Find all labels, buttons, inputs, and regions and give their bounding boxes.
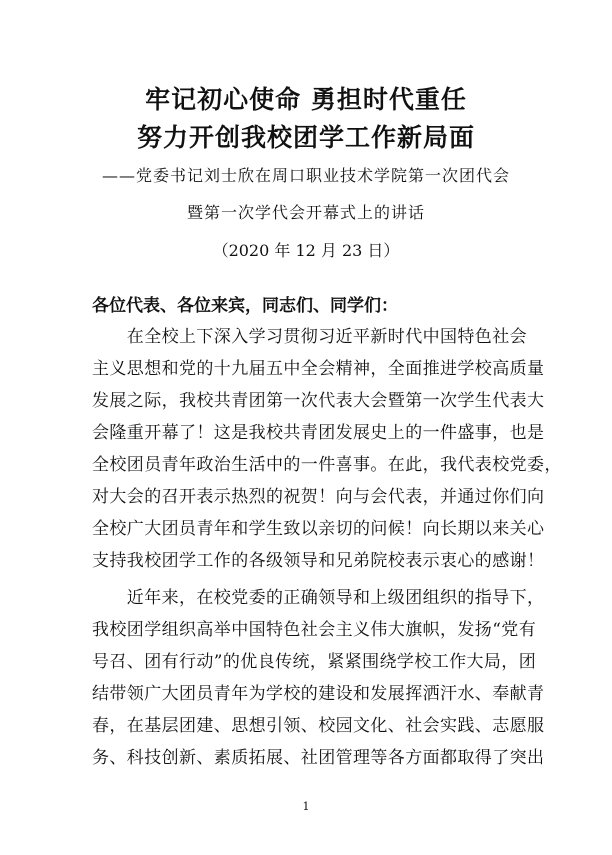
body-line: 结带领广大团员青年为学校的建设和发展挥洒汗水、奉献青 (92, 684, 545, 704)
page-number: 1 (302, 800, 310, 813)
salutation: 各位代表、各位来宾，同志们、同学们： (92, 296, 398, 316)
body-line: 号召、团有行动”的优良传统，紧紧围绕学校工作大局，团 (92, 652, 537, 672)
body-line: 全校团员青年政治生活中的一件喜事。在此，我代表校党委， (92, 455, 562, 475)
speech-date: （2020 年 12 月 23 日） (212, 241, 400, 260)
body-line: 在全校上下深入学习贯彻习近平新时代中国特色社会 (92, 327, 527, 347)
body-line: 全校广大团员青年和学生致以亲切的问候！向长期以来关心 (92, 519, 545, 539)
body-line: 发展之际，我校共青团第一次代表大会暨第一次学生代表大 (92, 391, 545, 411)
body-line: 我校团学组织高举中国特色社会主义伟大旗帜，发扬“党有 (92, 620, 537, 640)
body-line: 务、科技创新、素质拓展、社团管理等各方面都取得了突出 (92, 748, 545, 768)
body-line: 对大会的召开表示热烈的祝贺！向与会代表，并通过你们向 (92, 487, 545, 507)
body-line: 支持我校团学工作的各级领导和兄弟院校表示衷心的感谢！ (92, 551, 545, 571)
body-line: 会隆重开幕了！这是我校共青团发展史上的一件盛事，也是 (92, 423, 545, 443)
subtitle-line-1: ——党委书记刘士欣在周口职业技术学院第一次团代会 (101, 166, 510, 185)
body-line: 主义思想和党的十九届五中全会精神，全面推进学校高质量 (92, 359, 545, 379)
title-line-2: 努力开创我校团学工作新局面 (136, 123, 475, 152)
subtitle-line-2: 暨第一次学代会开幕式上的讲话 (186, 203, 425, 222)
body-line: 近年来，在校党委的正确领导和上级团组织的指导下， (92, 588, 545, 608)
title-line-1: 牢记初心使命 勇担时代重任 (145, 85, 467, 114)
body-line: 春，在基层团建、思想引领、校园文化、社会实践、志愿服 (92, 716, 545, 736)
